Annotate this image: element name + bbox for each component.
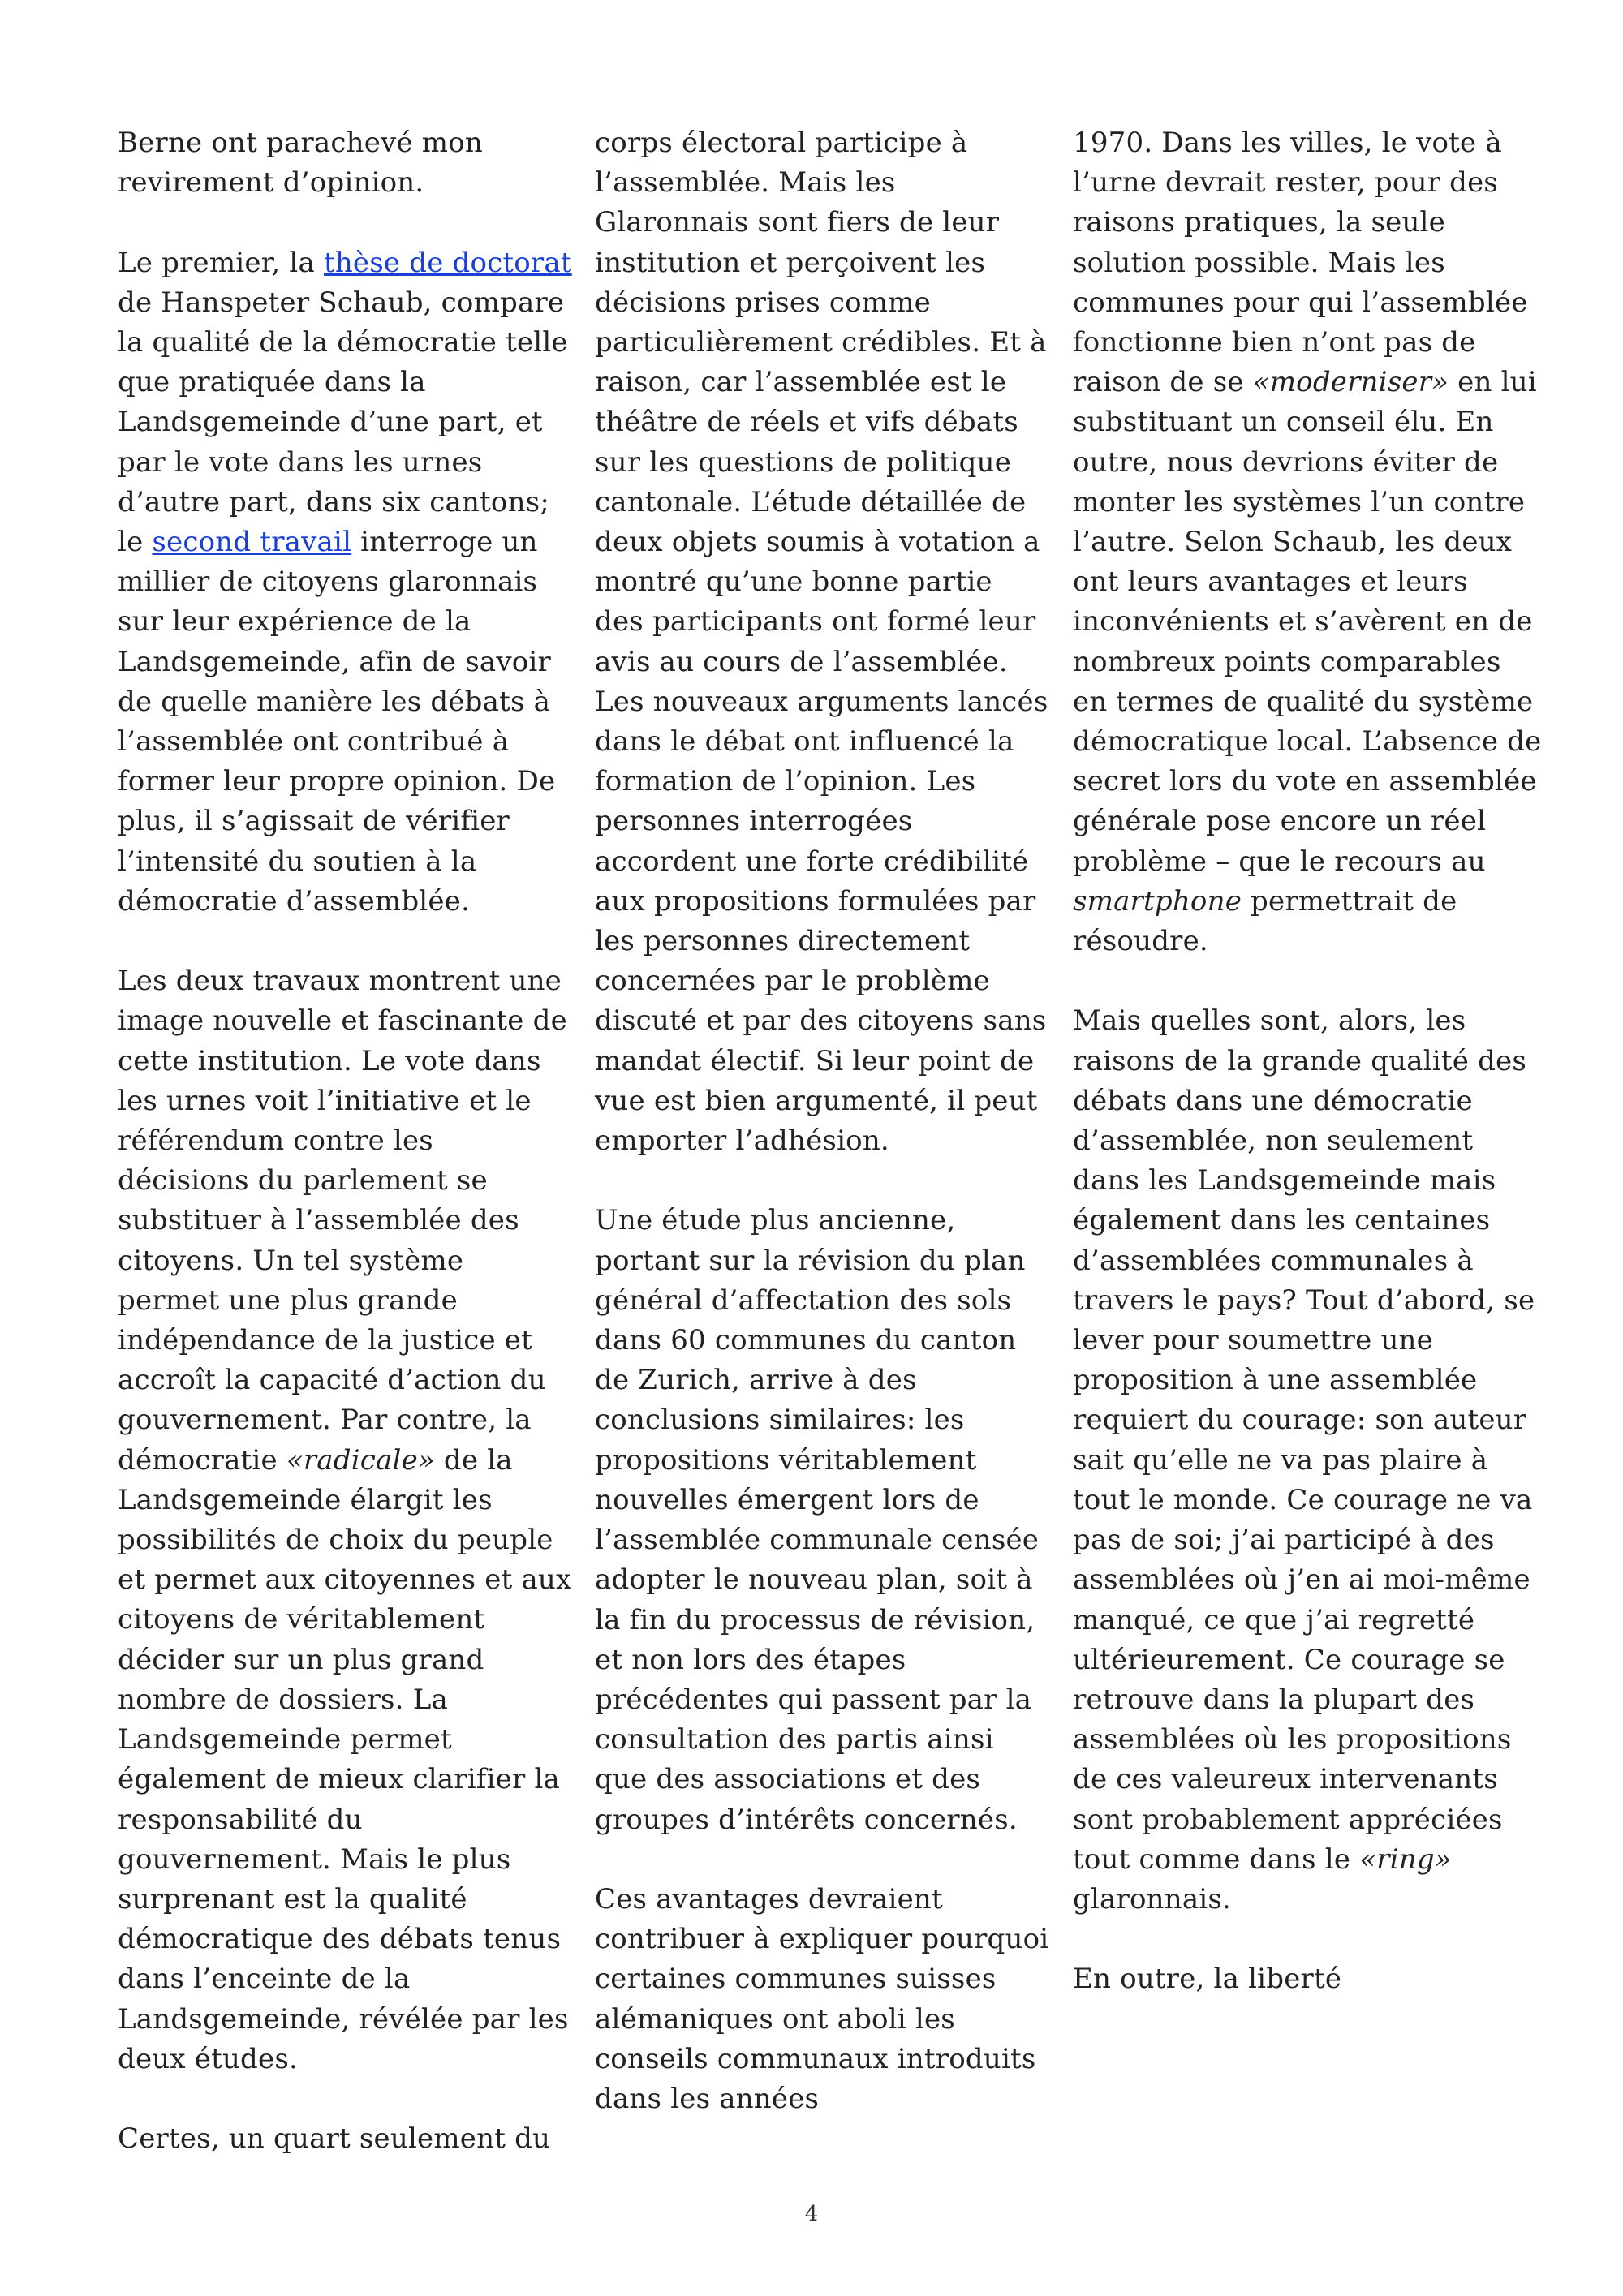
text-run: en lui substituant un conseil élu. En outre, nous devrions éviter de monter les systèmes l’un contre l’autre. Selon Schaub, les deux ont leurs avantages et leurs inconvénients et s’avèrent en de nombreux points comparables en termes de qualité du système démocratique local. L’absence de secret lors du vote en assemblée générale pose encore un réel problème – que le recours au xyxy=(1073,366,1542,878)
text-run: corps électoral participe à l’assemblée. Mais les Glaronnais sont fiers de leur institution et perçoivent les décisions prises comme particulièrement crédibles. Et à raison, car l’assemblée est le théâtre de réels et vifs débats sur les questions de politique cantonale. L’étude détaillée de deux objets soumis à votation a montré qu’une bonne partie des participants ont formé leur avis au cours de l’assemblée. Les nouveaux arguments lancés dans le débat ont influencé la formation de l’opinion. Les personnes interrogées accordent une forte crédibilité aux propositions formulées par les personnes directement concernées par le problème discuté et par des citoyens sans mandat électif. Si leur point de vue est bien argumenté, il peut emporter l’adhésion. xyxy=(595,127,1048,1158)
paragraph xyxy=(118,2119,572,2159)
paragraph xyxy=(1073,1959,1543,1999)
text-run: interroge un millier de citoyens glaronnais sur leur expérience de la Landsgemeinde, afin de savoir de quelle manière les débats à l’assemblée ont contribué à former leur propre opinion. De plus, il s’agissait de vérifier l’intensité du soutien à la démocratie d’assemblée. xyxy=(118,526,556,918)
paragraph xyxy=(1073,1001,1543,1920)
paragraph xyxy=(118,243,572,922)
paragraph xyxy=(118,961,572,2079)
inline-link[interactable]: thèse de doctorat xyxy=(323,246,572,279)
text-column-2 xyxy=(595,123,1049,2159)
text-run: glaronnais. xyxy=(1073,1882,1232,1915)
text-column-3 xyxy=(1073,123,1543,2040)
text-column-1 xyxy=(118,123,572,2199)
paragraph xyxy=(118,123,572,203)
emphasized-text: «ring» xyxy=(1359,1842,1452,1876)
text-run: 1970. Dans les villes, le vote à l’urne devrait rester, pour des raisons pratiques, la seule solution possible. Mais les communes pour qui l’assemblée fonctionne bien n’ont pas de raison de se xyxy=(1073,127,1528,399)
text-run: Berne ont parachevé mon revirement d’opinion. xyxy=(118,127,483,200)
text-run: Mais quelles sont, alors, les raisons de la grande qualité des débats dans une démocratie d’assemblée, non seulement dans les Landsgemeinde mais également dans les centaines d’assemblées communales à travers le pays? Tout d’abord, se lever pour soumettre une proposition à une assemblée requiert du courage: son auteur sait qu’elle ne va pas plaire à tout le monde. Ce courage ne va pas de soi; j’ai participé à des assemblées où j’en ai moi-même manqué, ce que j’ai regretté ultérieurement. Ce courage se retrouve dans la plupart des assemblées où les propositions de ces valeureux intervenants sont probablement appréciées tout comme dans le xyxy=(1073,1004,1535,1876)
emphasized-text: smartphone xyxy=(1073,884,1242,918)
paragraph xyxy=(1073,123,1543,961)
text-run: Ces avantages devraient contribuer à expliquer pourquoi certaines communes suisses alémaniques ont aboli les conseils communaux introduits dans les années xyxy=(595,1882,1049,2115)
text-run: Une étude plus ancienne, portant sur la révision du plan général d’affectation des sols dans 60 communes du canton de Zurich, arrive à des conclusions similaires: les propositions véritablement nouvelles émergent lors de l’assemblée communale censée adopter le nouveau plan, soit à la fin du processus de révision, et non lors des étapes précédentes qui passent par la consultation des partis ainsi que des associations et des groupes d’intérêts concernés. xyxy=(595,1204,1040,1836)
text-run: En outre, la liberté xyxy=(1073,1963,1342,1996)
inline-link[interactable]: second travail xyxy=(152,526,352,559)
page-number: 4 xyxy=(804,2202,819,2226)
text-run: de la Landsgemeinde élargit les possibilités de choix du peuple et permet aux citoyennes et aux citoyens de véritablement décider sur un plus grand nombre de dossiers. La Landsgemeinde permet également de mieux clarifier la responsabilité du gouvernement. Mais le plus surprenant est la qualité démocratique des débats tenus dans l’enceinte de la Landsgemeinde, révélée par les deux études. xyxy=(118,1443,572,2075)
emphasized-text: «radicale» xyxy=(286,1443,435,1477)
emphasized-text: «moderniser» xyxy=(1252,366,1449,399)
text-run: de Hanspeter Schaub, compare la qualité de la démocratie telle que pratiquée dans la Landsgemeinde d’une part, et par le vote dans les urnes d’autre part, dans six cantons; le xyxy=(118,286,568,559)
paragraph xyxy=(595,1201,1049,1839)
text-run: Certes, un quart seulement du xyxy=(118,2122,551,2156)
text-run: permettrait de résoudre. xyxy=(1073,884,1457,958)
paragraph xyxy=(595,1880,1049,2119)
text-run: Les deux travaux montrent une image nouvelle et fascinante de cette institution. Le vote dans les urnes voit l’initiative et le référendum contre les décisions du parlement se substituer à l’assemblée des citoyens. Un tel système permet une plus grande indépendance de la justice et accroît la capacité d’action du gouvernement. Par contre, la démocratie xyxy=(118,965,567,1477)
paragraph xyxy=(595,123,1049,1161)
text-run: Le premier, la xyxy=(118,246,324,279)
